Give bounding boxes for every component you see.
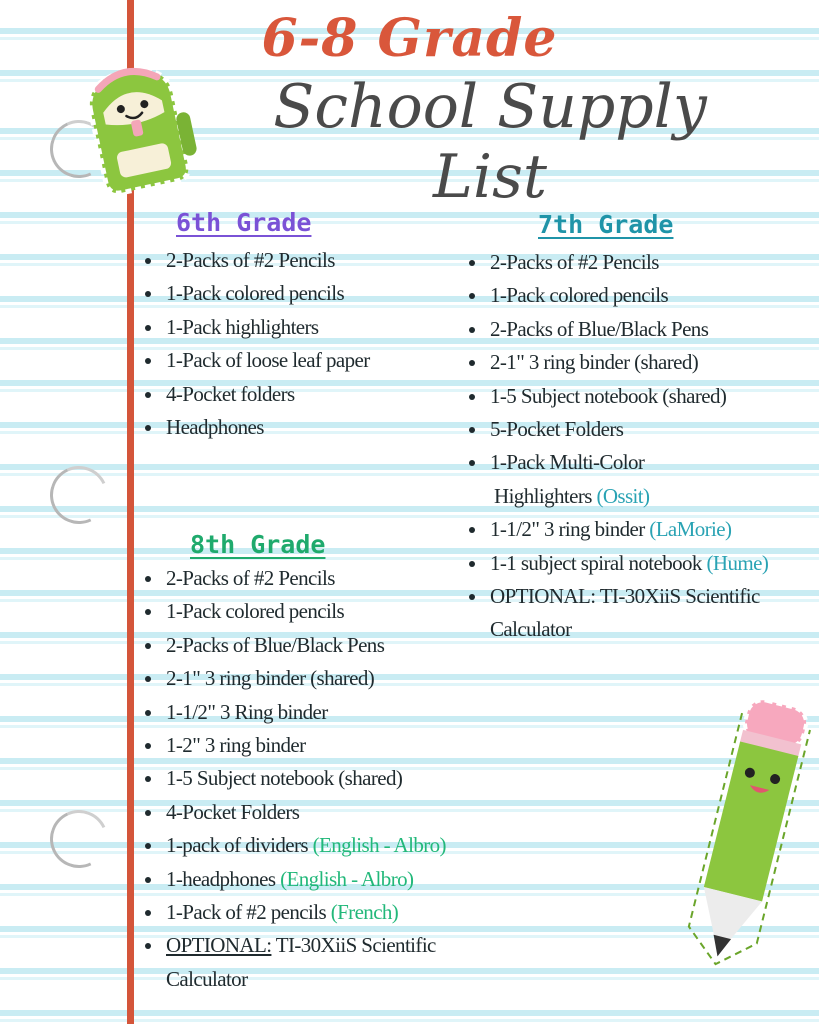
item-text: OPTIONAL: TI-30XiiS Scientific <box>490 583 760 608</box>
list-item <box>488 547 819 580</box>
list-item <box>164 829 524 862</box>
list-item: • Headphones <box>164 411 464 444</box>
list-item: • 4-Pocket Folders <box>164 796 524 829</box>
list-item: • 2-Packs of #2 Pencils <box>488 246 819 279</box>
list-item: • 2-Packs of #2 Pencils <box>164 244 464 277</box>
pencil-icon <box>682 688 812 988</box>
teacher-note: (English - Albro) <box>312 833 446 858</box>
list-item: • 1-Pack of loose leaf paper <box>164 344 464 377</box>
list-item: • 1-1/2" 3 Ring binder <box>164 696 524 729</box>
item-text: TI-30XiiS Scientific <box>275 933 436 958</box>
title-grade-range: 6-8 Grade <box>261 8 558 69</box>
list-item: • 1-Pack colored pencils <box>164 595 524 628</box>
optional-label: OPTIONAL: <box>166 933 272 958</box>
list-item <box>164 896 524 929</box>
list-item <box>488 513 819 546</box>
teacher-note: (English - Albro) <box>280 866 414 891</box>
list-item <box>164 929 524 996</box>
item-text: Calculator <box>166 966 248 991</box>
item-text: 1-1/2" 3 ring binder <box>490 517 645 542</box>
list-item: • 4-Pocket folders <box>164 378 464 411</box>
teacher-note: (Ossit) <box>596 483 650 508</box>
list-item: • 2-1" 3 ring binder (shared) <box>164 662 524 695</box>
list-item <box>488 580 819 647</box>
list-item: • 2-Packs of #2 Pencils <box>164 562 524 595</box>
item-text: 1-Pack Multi-Color <box>490 450 645 475</box>
heading-7th-grade: 7th Grade <box>538 210 674 239</box>
teacher-note: (LaMorie) <box>649 517 732 542</box>
list-item: • 5-Pocket Folders <box>488 413 819 446</box>
backpack-icon <box>68 62 208 202</box>
heading-6th-grade: 6th Grade <box>176 208 312 237</box>
binder-hole-icon <box>42 458 116 532</box>
list-item <box>164 863 524 896</box>
list-item: • 1-Pack colored pencils <box>488 279 819 312</box>
list-item: • 2-1" 3 ring binder (shared) <box>488 346 819 379</box>
list-item: • 2-Packs of Blue/Black Pens <box>488 313 819 346</box>
list-item: • 1-Pack highlighters <box>164 311 464 344</box>
list-item: • 2-Packs of Blue/Black Pens <box>164 629 524 662</box>
list-item: • 1-2" 3 ring binder <box>164 729 524 762</box>
list-item: • 1-5 Subject notebook (shared) <box>488 380 819 413</box>
item-text: 1-1 subject spiral notebook <box>490 550 702 575</box>
item-text: 1-headphones <box>166 866 276 891</box>
list-item: • 1-5 Subject notebook (shared) <box>164 762 524 795</box>
list-item: • 1-Pack colored pencils <box>164 277 464 310</box>
heading-8th-grade: 8th Grade <box>190 530 326 559</box>
item-text: 1-Pack of #2 pencils <box>166 899 327 924</box>
title-main: School Supply List <box>273 72 707 212</box>
teacher-note: (Hume) <box>706 550 769 575</box>
list-8th-grade <box>142 562 524 996</box>
list-item <box>488 446 819 513</box>
item-text: 1-pack of dividers <box>166 833 308 858</box>
item-text: Highlighters <box>494 483 592 508</box>
list-6th-grade <box>142 244 464 444</box>
binder-hole-icon <box>42 802 116 876</box>
item-text: Calculator <box>490 617 572 642</box>
teacher-note: (French) <box>330 899 399 924</box>
